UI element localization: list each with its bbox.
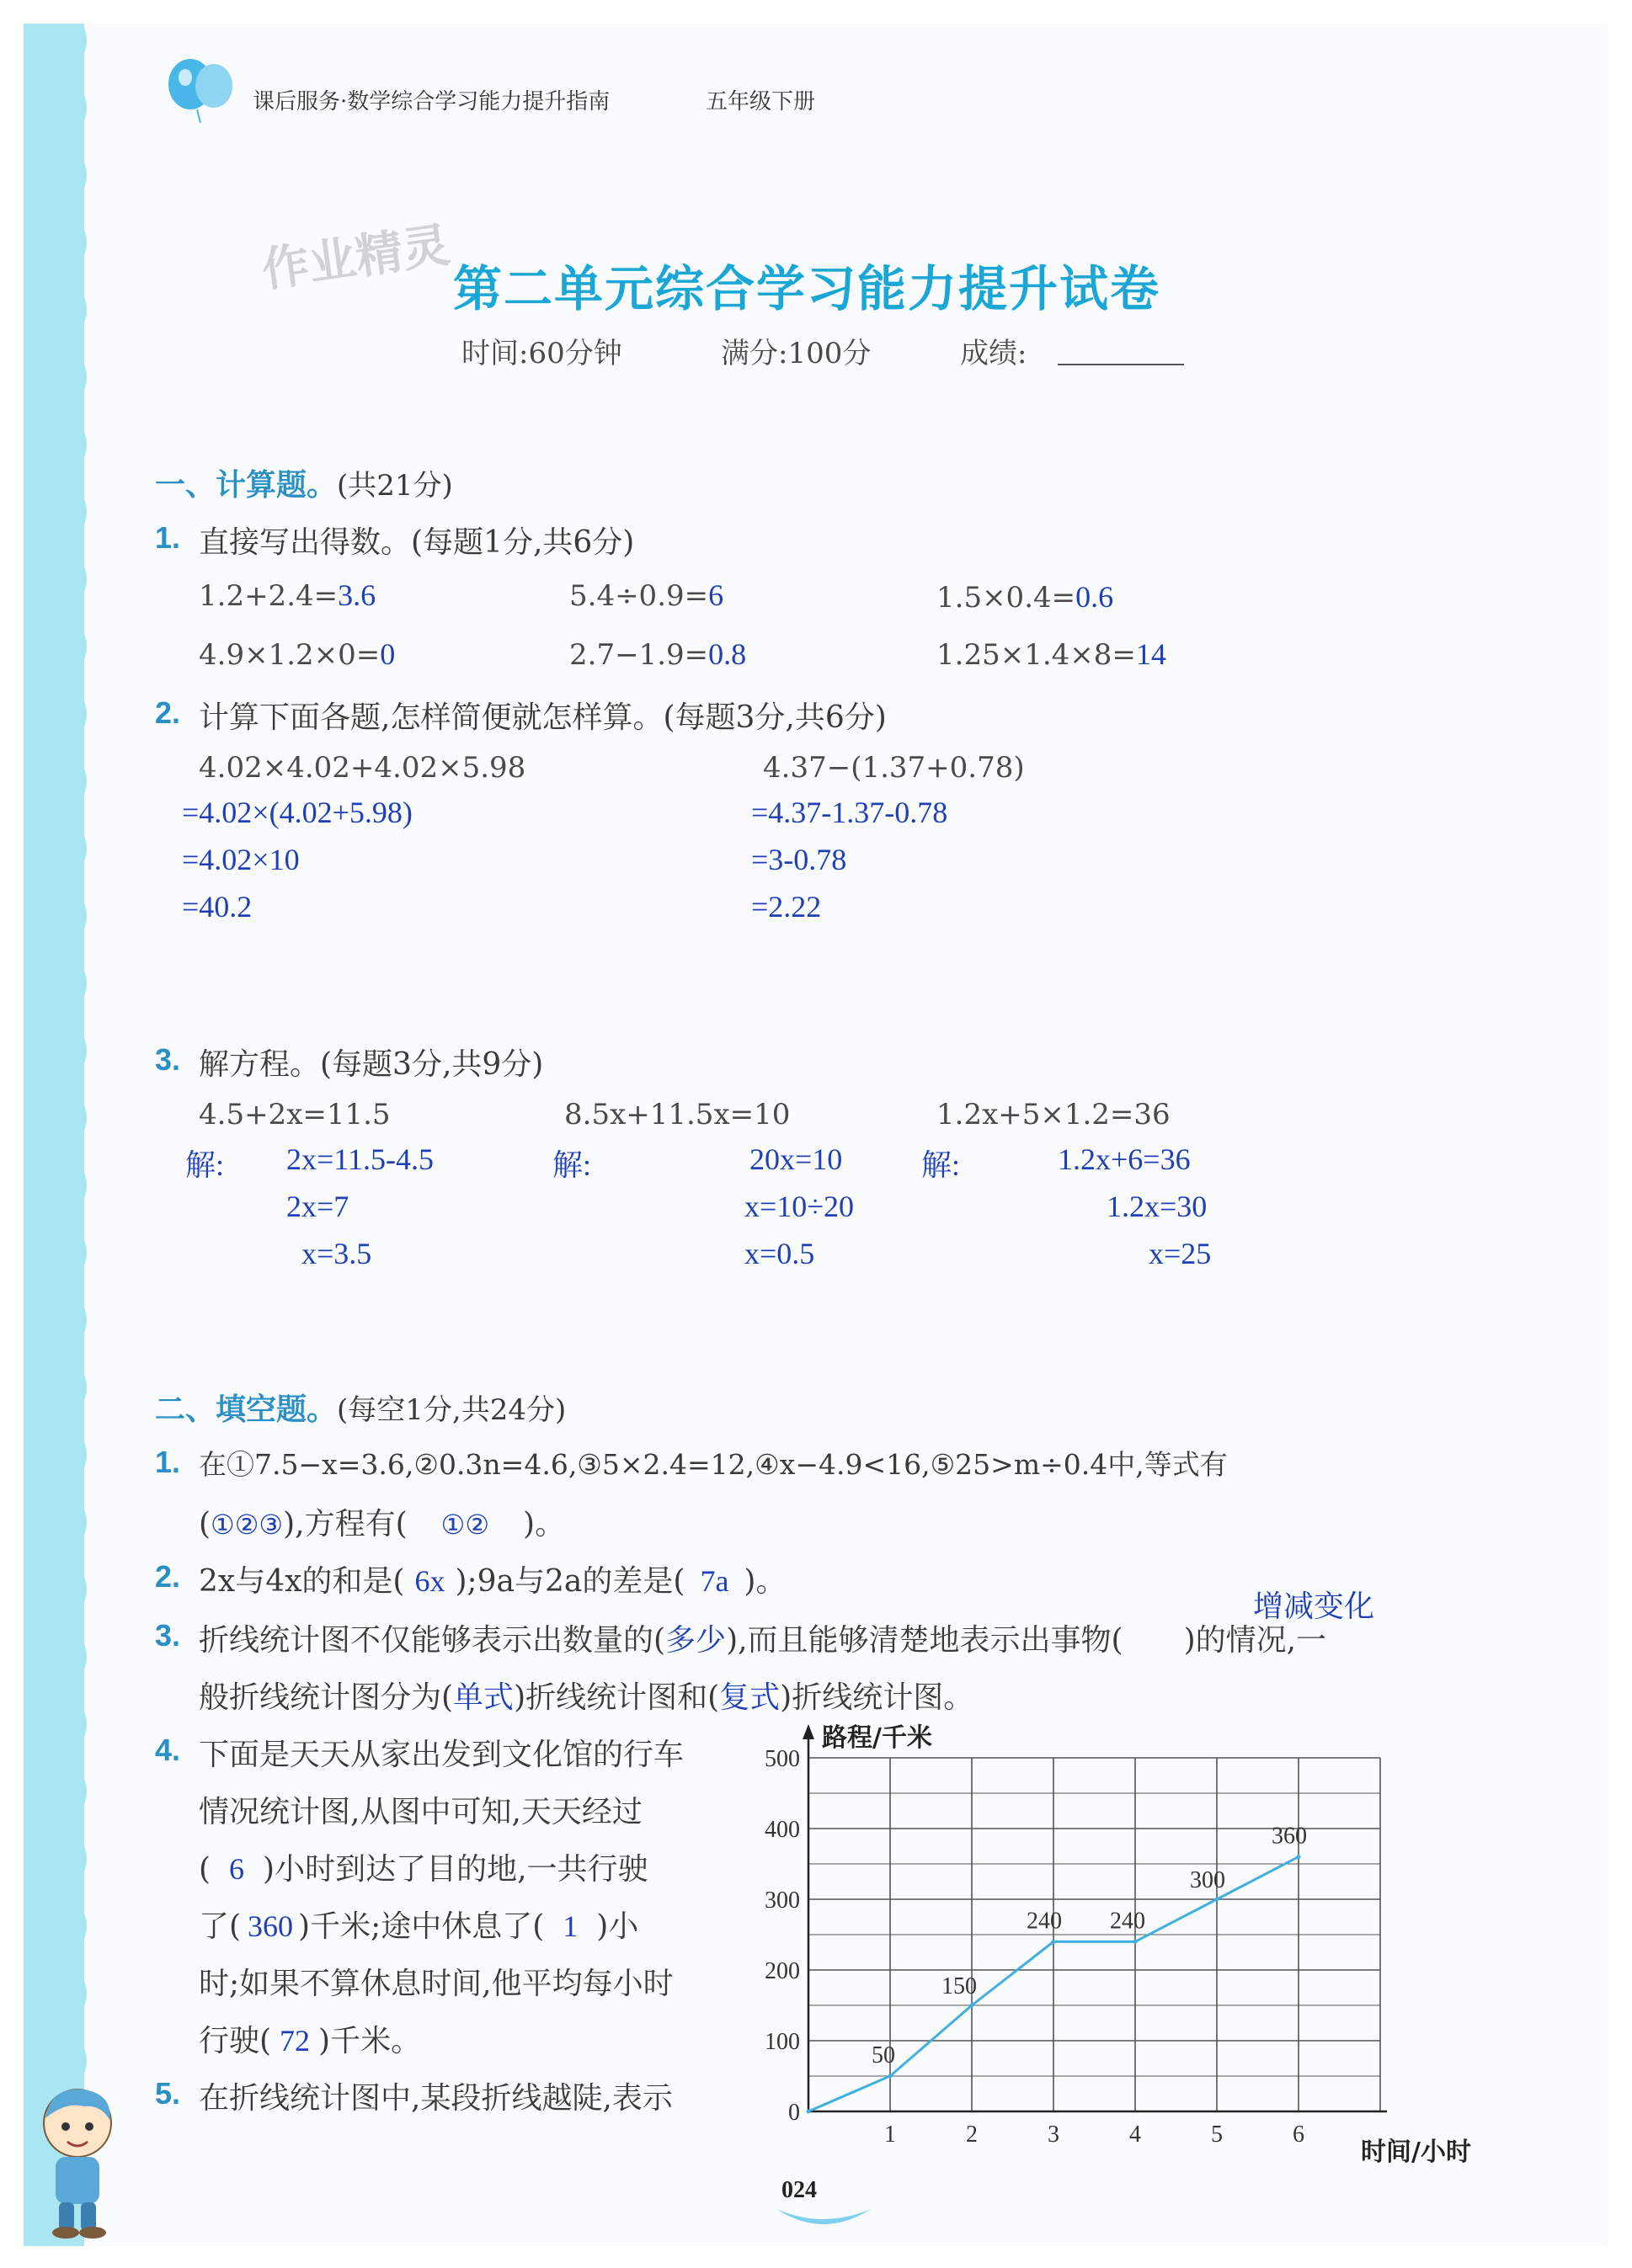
- s1-q3a-step: x=3.5: [301, 1237, 372, 1270]
- s1-q3c-step: 1.2x+6=36: [1058, 1142, 1191, 1176]
- s2-q2-number: 2.: [155, 1559, 181, 1594]
- s2-q4-text: )千米。: [318, 2024, 422, 2058]
- result-blank-line: [1058, 364, 1184, 365]
- chart-data-label: 150: [941, 1973, 977, 1999]
- s1-q3c-step: x=25: [1149, 1237, 1212, 1270]
- s1-q1-expr: 5.4÷0.9=: [569, 579, 709, 613]
- meta-result: 成绩:: [960, 337, 1027, 370]
- s1-q2b-step: =3-0.78: [751, 843, 847, 876]
- chart-y-tick-label: 100: [765, 2029, 800, 2055]
- boy-mascot-icon: [25, 2079, 135, 2239]
- s2-q3-text: ),而且能够清楚地表示出事物(: [726, 1623, 1123, 1658]
- s2-q4-answer-distance: 360: [248, 1909, 294, 1943]
- chart-x-tick-label: 4: [1129, 2122, 1141, 2148]
- s1-q3c-step: 1.2x=30: [1107, 1190, 1208, 1223]
- s2-q4-text: (: [199, 1852, 211, 1887]
- s2-q3-answer-single: 单式: [453, 1680, 515, 1714]
- s2-q4-text: 行驶(: [199, 2024, 272, 2058]
- s1-q3b-step: 20x=10: [749, 1142, 843, 1176]
- s2-q4-answer-rest: 1: [563, 1909, 579, 1943]
- s2-q3-text: )折线统计图和(: [514, 1680, 720, 1715]
- s2-q5-number: 5.: [155, 2076, 181, 2111]
- meta-time: 时间:60分钟: [461, 337, 622, 370]
- s2-q4-text: 下面是天天从家出发到文化馆的行车: [199, 1738, 685, 1772]
- s1-q2a-step: =4.02×10: [182, 843, 300, 876]
- side-strip-edge: [74, 24, 91, 2246]
- s1-q2a-step: =40.2: [182, 890, 253, 924]
- s1-q3a-expr: 4.5+2x=11.5: [199, 1098, 391, 1131]
- s1-q2b-expr: 4.37−(1.37+0.78): [763, 751, 1025, 785]
- s2-q4-text: 时;如果不算休息时间,他平均每小时: [199, 1967, 674, 2001]
- chart-data-point: [1133, 1940, 1138, 1944]
- s1-q3-text: 解方程。(每题3分,共9分): [199, 1047, 544, 1082]
- s1-q3a-step: 2x=7: [286, 1190, 349, 1223]
- chart-x-tick-label: 1: [884, 2122, 896, 2148]
- chart-x-axis-label: 时间/小时: [1361, 2138, 1471, 2167]
- s2-q3-answer-change: 增减变化: [1253, 1589, 1375, 1623]
- chart-data-point: [1297, 1855, 1301, 1859]
- page-title: 第二单元综合学习能力提升试卷: [453, 260, 1161, 317]
- s1-q1-answer: 3.6: [338, 578, 376, 612]
- s2-q4-answer-speed: 72: [280, 2024, 311, 2058]
- chart-y-tick-label: 500: [765, 1746, 800, 1772]
- chart-data-point: [1052, 1940, 1056, 1944]
- chart-data-label: 50: [872, 2042, 895, 2068]
- watermark: 作业精灵: [259, 217, 454, 299]
- s1-q3b-step: x=10÷20: [744, 1190, 855, 1223]
- s2-q4-text: 情况统计图,从图中可知,天天经过: [199, 1795, 643, 1829]
- chart-y-tick-label: 400: [765, 1817, 800, 1843]
- section2-heading: 二、填空题。: [155, 1392, 338, 1427]
- s1-q2b-step: =2.22: [751, 890, 822, 924]
- s1-q1-answer: 0: [380, 637, 396, 671]
- s1-q3a-step: 2x=11.5-4.5: [286, 1142, 434, 1176]
- s2-q1-paren: ),方程有(: [283, 1507, 408, 1541]
- chart-x-tick-label: 2: [966, 2122, 978, 2148]
- section2-points: (每空1分,共24分): [337, 1393, 567, 1427]
- chart-data-label: 240: [1110, 1908, 1145, 1935]
- s1-q1-expr: 1.2+2.4=: [199, 579, 339, 613]
- chart-data-point: [970, 2004, 974, 2008]
- distance-line-chart: [741, 1717, 1499, 2172]
- s1-q2a-expr: 4.02×4.02+4.02×5.98: [199, 751, 526, 785]
- balloon-icon: [165, 52, 241, 128]
- s2-q1-paren: )。: [523, 1507, 566, 1541]
- chart-data-label: 360: [1272, 1823, 1307, 1850]
- chart-y-axis-arrow: [803, 1724, 814, 1739]
- header-book-title: 课后服务·数学综合学习能力提升指南: [253, 89, 611, 114]
- s2-q4-text: )小时到达了目的地,一共行驶: [263, 1852, 648, 1887]
- chart-data-point: [807, 2110, 811, 2114]
- s1-q3c-expr: 1.2x+5×1.2=36: [936, 1098, 1171, 1131]
- chart-data-label: 240: [1027, 1908, 1062, 1935]
- meta-score: 满分:100分: [721, 337, 872, 370]
- s2-q2-text: );9a与2a的差是(: [455, 1564, 685, 1599]
- s1-q1-expr: 1.5×0.4=: [936, 581, 1076, 615]
- s2-q3-text: 般折线统计图分为(: [199, 1680, 454, 1715]
- s2-q3-text: )折线统计图。: [780, 1680, 974, 1715]
- s1-q1-answer: 14: [1135, 637, 1166, 671]
- header-grade: 五年级下册: [706, 89, 816, 114]
- page-number-swoosh: [773, 2206, 874, 2231]
- s2-q3-answer-compound: 复式: [719, 1680, 781, 1714]
- s1-q2-number: 2.: [155, 695, 181, 730]
- s1-q3a-label: 解:: [185, 1148, 225, 1182]
- s2-q4-text: )小: [596, 1909, 639, 1944]
- chart-y-tick-label: 300: [765, 1887, 800, 1914]
- s1-q1-expr: 2.7−1.9=: [569, 638, 709, 672]
- s1-q1-answer: 0.8: [708, 637, 747, 671]
- s2-q4-text: 了(: [199, 1909, 242, 1944]
- s2-q1-line1: 在①7.5−x=3.6,②0.3n=4.6,③5×2.4=12,④x−4.9<16,⑤25>m÷0.4中,等式有: [199, 1448, 1228, 1481]
- chart-x-tick-label: 5: [1211, 2122, 1223, 2148]
- chart-y-tick-label: 0: [788, 2100, 800, 2126]
- s2-q3-text: 折线统计图不仅能够表示出数量的(: [199, 1623, 666, 1658]
- s1-q2a-step: =4.02×(4.02+5.98): [182, 796, 413, 829]
- chart-data-point: [1215, 1898, 1219, 1902]
- s1-q3b-expr: 8.5x+11.5x=10: [564, 1098, 791, 1131]
- s1-q1-expr: 4.9×1.2×0=: [199, 638, 381, 672]
- chart-y-tick-label: 200: [765, 1958, 800, 1984]
- chart-data-label: 300: [1190, 1867, 1225, 1893]
- s2-q1-answer-equations: ①②③: [211, 1509, 284, 1541]
- s2-q2-text: )。: [744, 1564, 787, 1599]
- s2-q4-answer-hours: 6: [229, 1852, 245, 1886]
- s1-q3b-step: x=0.5: [744, 1237, 815, 1270]
- s1-q3b-label: 解:: [552, 1148, 592, 1182]
- s1-q2-text: 计算下面各题,怎样简便就怎样算。(每题3分,共6分): [199, 700, 887, 735]
- s1-q1-answer: 0.6: [1075, 580, 1114, 614]
- s2-q4-text: )千米;途中休息了(: [298, 1909, 545, 1944]
- s2-q1-number: 1.: [155, 1445, 181, 1479]
- s1-q1-text: 直接写出得数。(每题1分,共6分): [199, 525, 635, 560]
- s1-q3-number: 3.: [155, 1042, 181, 1077]
- s2-q1-answer-linear: ①②: [440, 1509, 490, 1541]
- s2-q3-number: 3.: [155, 1618, 181, 1653]
- s1-q1-answer: 6: [708, 578, 724, 612]
- s2-q2-text: 2x与4x的和是(: [199, 1564, 405, 1599]
- chart-x-tick-label: 3: [1048, 2122, 1059, 2148]
- s2-q5-text: 在折线统计图中,某段折线越陡,表示: [199, 2081, 673, 2116]
- chart-x-tick-label: 6: [1293, 2122, 1304, 2148]
- s2-q3-answer-amount: 多少: [665, 1623, 727, 1657]
- s1-q1-expr: 1.25×1.4×8=: [936, 638, 1136, 672]
- s2-q3-text: )的情况,一: [1183, 1623, 1327, 1658]
- section1-points: (共21分): [337, 469, 453, 503]
- s2-q1-paren: (: [199, 1507, 211, 1541]
- chart-y-axis-label: 路程/千米: [822, 1723, 932, 1753]
- page-number: 024: [781, 2177, 817, 2203]
- chart-data-point: [888, 2074, 893, 2079]
- s1-q1-number: 1.: [155, 520, 181, 555]
- section1-heading: 一、计算题。: [155, 468, 338, 503]
- s2-q4-number: 4.: [155, 1733, 181, 1767]
- s1-q2b-step: =4.37-1.37-0.78: [751, 796, 948, 829]
- s2-q2-answer-diff: 7a: [700, 1564, 729, 1598]
- s2-q2-answer-sum: 6x: [414, 1564, 445, 1598]
- s1-q3c-label: 解:: [921, 1148, 961, 1182]
